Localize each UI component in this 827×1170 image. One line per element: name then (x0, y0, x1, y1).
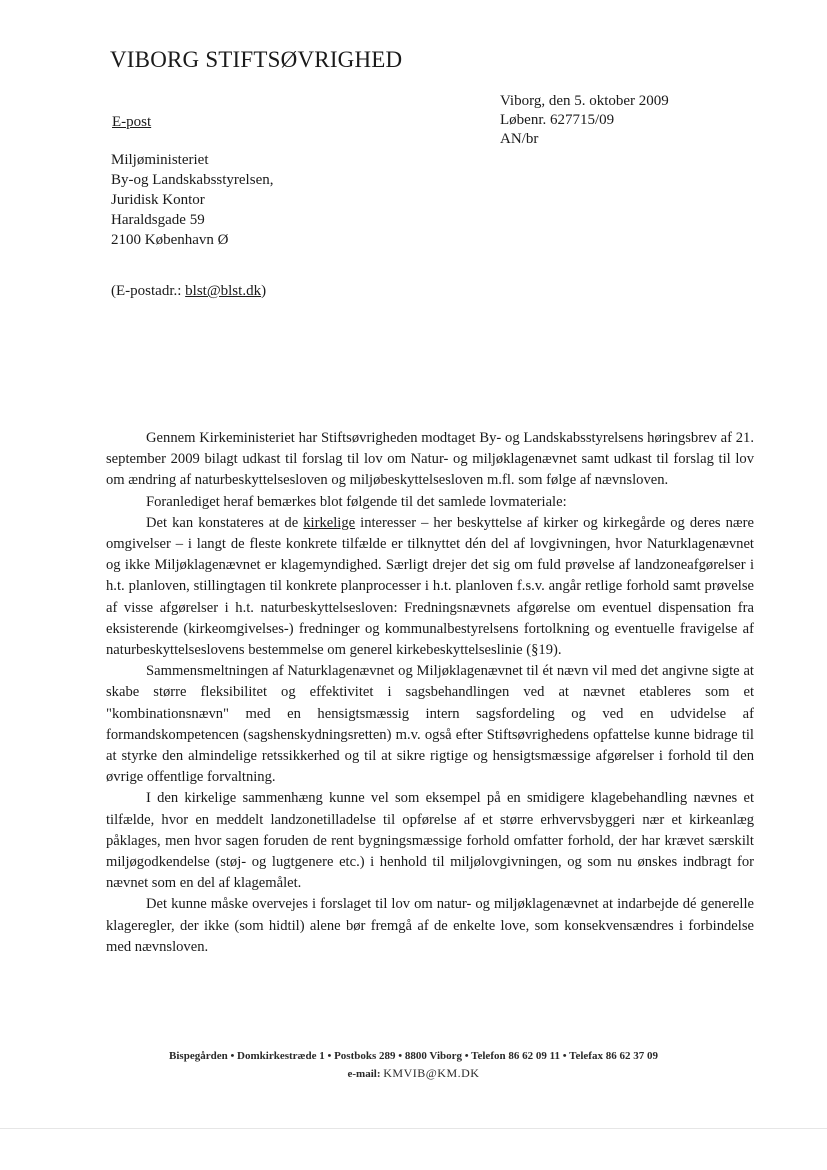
underlined-word: kirkelige (303, 514, 356, 531)
letter-body (106, 428, 754, 958)
recipient-address (111, 150, 273, 250)
paragraph-4: Sammensmeltningen af Naturklagenævnet og Miljøklagenævnet til ét nævn vil med det angivne sigte at skabe større fleksibilitet og effektivitet i sagsbehandlingen ved at nævnet etableres som et "kombinationsnævn" med en hensigtsmæssig intern sagsfordeling og ved en udvidelse af formandskompetencen (sagshenskydningsretten) m.v. også efter Stiftsøvrighedens opfattelse kunne bidrage til at styrke den almindelige retssikkerhed og til at sikre rigtige og hensigtsmæssige afgørelser i forhold til den øvrige offentlige forvaltning. (106, 663, 754, 786)
paragraph-3-rest: interesser – her beskyttelse af kirker og kirkegårde og deres nære omgivelser – i langt de fleste konkrete tilfælde er tilknyttet dén del af lovgivningen, hvor Naturklagenævnet og ikke Miljøklagenævnet er klagemyndighed. Særligt drejer det sig om fuld prøvelse af landzoneafgørelser i h.t. planloven, stillingtagen til konkrete planprocesser i h.t. planloven f.s.v. angår retlige forhold samt prøvelse af visse afgørelser i h.t. naturbeskyttelsesloven: Fredningsnævnets afgørelse om eventuel dispensation fra eksisterende (kirkeomgivelses-) fredninger og kommunalbestyrelsens fortolkning og eventuelle fravigelse af naturbeskyttelseslovens bestemmelse om generel kirkebeskyttelseslinie (§19). (106, 514, 755, 659)
scan-divider (0, 1128, 827, 1129)
paragraph-2: Foranlediget heraf bemærkes blot følgende til det samlede lovmateriale: (146, 493, 567, 510)
email-prefix: (E-postadr.: (111, 283, 186, 299)
paragraph-3 (106, 513, 754, 661)
address-line: 2100 København Ø (111, 232, 229, 248)
letter-meta (500, 92, 669, 149)
email-suffix: ) (261, 283, 267, 299)
address-line: Miljøministeriet (111, 152, 209, 168)
address-line: Haraldsgade 59 (111, 212, 205, 228)
address-line: Juridisk Kontor (111, 192, 205, 208)
email-link[interactable]: blst@blst.dk (185, 283, 262, 299)
initials: AN/br (500, 131, 539, 147)
address-line: By-og Landskabsstyrelsen, (111, 172, 274, 188)
journal-number: Løbenr. 627715/09 (500, 112, 615, 128)
paragraph-6: Det kunne måske overvejes i forslaget til lov om natur- og miljøklagenævnet at indarbejde dé generelle klageregler, der ikke (som hidtil) alene bør fremgå af de enkelte love, som konsekvensændres i forbindelse med nævnsloven. (106, 896, 754, 955)
recipient-email (111, 283, 266, 300)
paragraph-3-start: Det kan konstateres at de (146, 514, 304, 531)
paragraph-1: Gennem Kirkeministeriet har Stiftsøvrigheden modtaget By- og Landskabsstyrelsens høringsbrev af 21. september 2009 bilagt udkast til forslag til lov om Natur- og miljøklagenævnet samt udkast til forslag til lov om ændring af naturbeskyttelsesloven og miljøbeskyttelsesloven m.fl. som følge af nævnsloven. (106, 430, 754, 489)
footer-mail-label: e-mail: (347, 1068, 384, 1080)
letter-footer (60, 1048, 767, 1083)
footer-mail-address[interactable]: KMVIB@KM.DK (383, 1066, 480, 1080)
footer-contact: Bispegården • Domkirkestræde 1 • Postboks 289 • 8800 Viborg • Telefon 86 62 09 11 • Telefax 86 62 37 09 (169, 1050, 658, 1062)
footer-mail (60, 1065, 767, 1083)
delivery-medium: E-post (112, 114, 152, 130)
paragraph-5: I den kirkelige sammenhæng kunne vel som eksempel på en smidigere klagebehandling nævnes et tilfælde, hvor en meddelt landzonetilladelse til opførelse af et større erhvervsbyggeri nær et kirkeanlæg påklages, men hvor sagen foruden de rent bygningsmæssige forhold omfatter forhold, der har krævet særskilt miljøgodkendelse (støj- og lugtgenere etc.) i henhold til miljølovgivningen, og som nu ønskes indbragt for nævnet som en del af klagemålet. (106, 790, 754, 892)
place-date: Viborg, den 5. oktober 2009 (500, 93, 669, 109)
letterhead-title: VIBORG STIFTSØVRIGHED (110, 47, 403, 72)
